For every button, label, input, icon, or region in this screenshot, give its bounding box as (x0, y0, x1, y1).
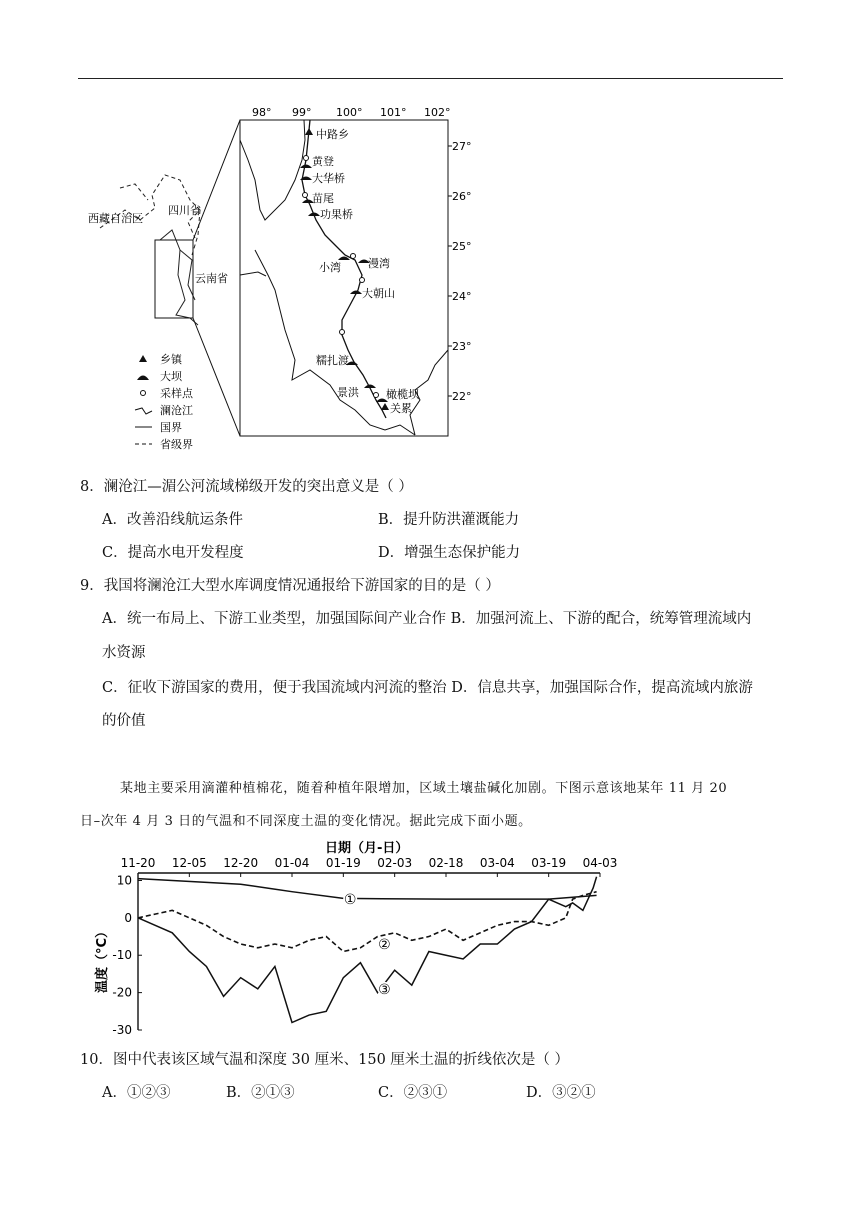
longitude-labels (252, 106, 451, 119)
y-tick-label: -10 (112, 948, 132, 963)
q10-option-d[interactable]: D．③②① (526, 1085, 596, 1101)
svg-text:22°: 22° (452, 390, 472, 403)
x-tick-label: 12-20 (223, 856, 259, 870)
question-8-stem: 8．澜沧江—湄公河流域梯级开发的突出意义是（ ） (80, 479, 413, 495)
svg-text:99°: 99° (292, 106, 312, 119)
q10-option-c[interactable]: C．②③① (378, 1085, 448, 1101)
sample-point-icon (141, 391, 146, 396)
x-tick-label: 01-04 (274, 856, 310, 870)
x-tick-label: 03-19 (531, 856, 567, 870)
svg-text:国界: 国界 (160, 421, 182, 434)
temperature-chart (80, 838, 620, 1043)
q8-option-d[interactable]: D．增强生态保护能力 (378, 545, 521, 561)
y-tick-label: 10 (116, 873, 132, 888)
series-label: ① (343, 892, 357, 909)
q8-option-a[interactable]: A．改善沿线航运条件 (102, 512, 243, 528)
x-tick-label: 04-03 (582, 856, 618, 870)
x-tick-label: 12-05 (171, 856, 207, 870)
x-tick-labels (121, 856, 618, 877)
x-tick-label: 02-18 (428, 856, 464, 870)
svg-text:25°: 25° (452, 240, 472, 253)
question-10-stem: 10．图中代表该区域气温和深度 30 厘米、150 厘米土温的折线依次是（ ） (80, 1052, 570, 1068)
place-label: 关累 (390, 402, 412, 415)
series-label: ② (378, 937, 391, 954)
map-legend (135, 352, 194, 451)
passage-line-2: 日–次年 4 月 3 日的气温和不同深度土温的变化情况。据此完成下面小题。 (80, 814, 532, 829)
place-label: 景洪 (337, 386, 359, 399)
place-label: 黄登 (312, 155, 334, 168)
y-tick-label: -30 (112, 1023, 132, 1037)
place-label: 大华桥 (312, 172, 345, 185)
y-axis-label: 温度（°C） (95, 924, 110, 993)
place-label: 大朝山 (362, 287, 395, 300)
q10-option-a[interactable]: A．①②③ (102, 1085, 171, 1101)
series-label: ③ (378, 981, 391, 998)
svg-text:23°: 23° (452, 340, 472, 353)
q9-options-ab-cont: 水资源 (102, 645, 146, 661)
q10-option-b[interactable]: B．②①③ (226, 1085, 295, 1101)
series-line-2 (138, 892, 597, 952)
svg-text:98°: 98° (252, 106, 272, 119)
passage-line-1: 某地主要采用滴灌种植棉花，随着种植年限增加，区域土壤盐碱化加剧。下图示意该地某年 11 月 20 (120, 781, 728, 796)
township-icon (139, 355, 147, 362)
header-rule (78, 78, 783, 79)
svg-text:采样点: 采样点 (160, 387, 193, 400)
place-label: 漫湾 (368, 257, 390, 270)
svg-text:27°: 27° (452, 140, 472, 153)
svg-text:澜沧江: 澜沧江 (160, 404, 193, 417)
river-icon (135, 408, 152, 414)
svg-text:大坝: 大坝 (160, 370, 182, 383)
svg-text:省级界: 省级界 (160, 438, 193, 451)
latitude-labels (448, 140, 472, 403)
x-tick-label: 03-04 (479, 856, 515, 870)
svg-text:24°: 24° (452, 290, 472, 303)
chart-series (138, 877, 597, 1023)
chart-axes (138, 873, 600, 1030)
place-label: 小湾 (319, 261, 341, 274)
place-label: 橄榄坝 (386, 388, 419, 401)
svg-text:乡镇: 乡镇 (160, 353, 182, 366)
place-label: 苗尾 (312, 192, 334, 205)
q9-options-cd-cont: 的价值 (102, 713, 146, 729)
x-tick-label: 02-03 (377, 856, 413, 870)
q9-options-ab[interactable]: A．统一布局上、下游工业类型，加强国际间产业合作 B．加强河流上、下游的配合，统筹管理流域内 (102, 611, 752, 627)
x-tick-label: 11-20 (120, 856, 156, 870)
q8-option-b[interactable]: B．提升防洪灌溉能力 (378, 512, 520, 528)
question-9-stem: 9．我国将澜沧江大型水库调度情况通报给下游国家的目的是（ ） (80, 578, 500, 594)
series-line-1 (138, 879, 597, 900)
dam-icon (137, 376, 149, 381)
x-axis-label: 日期（月-日） (325, 841, 409, 856)
place-label: 功果桥 (320, 208, 353, 221)
svg-text:100°: 100° (336, 106, 363, 119)
place-label: 糯扎渡 (316, 354, 349, 367)
q9-options-cd[interactable]: C．征收下游国家的费用，便于我国流域内河流的整治 D．信息共享，加强国际合作，提高流域内旅游 (102, 680, 753, 696)
x-tick-label: 01-19 (325, 856, 361, 870)
place-label: 中路乡 (316, 128, 349, 141)
region-label: 云南省 (195, 272, 228, 285)
svg-text:102°: 102° (424, 106, 451, 119)
region-label: 四川省 (168, 204, 201, 217)
y-tick-label: -20 (112, 985, 132, 1000)
region-label: 西藏自治区 (88, 212, 143, 225)
lancang-river-map (80, 100, 480, 460)
svg-text:101°: 101° (380, 106, 407, 119)
q8-option-c[interactable]: C．提高水电开发程度 (102, 545, 244, 561)
y-tick-label: 0 (124, 910, 132, 925)
svg-text:26°: 26° (452, 190, 472, 203)
